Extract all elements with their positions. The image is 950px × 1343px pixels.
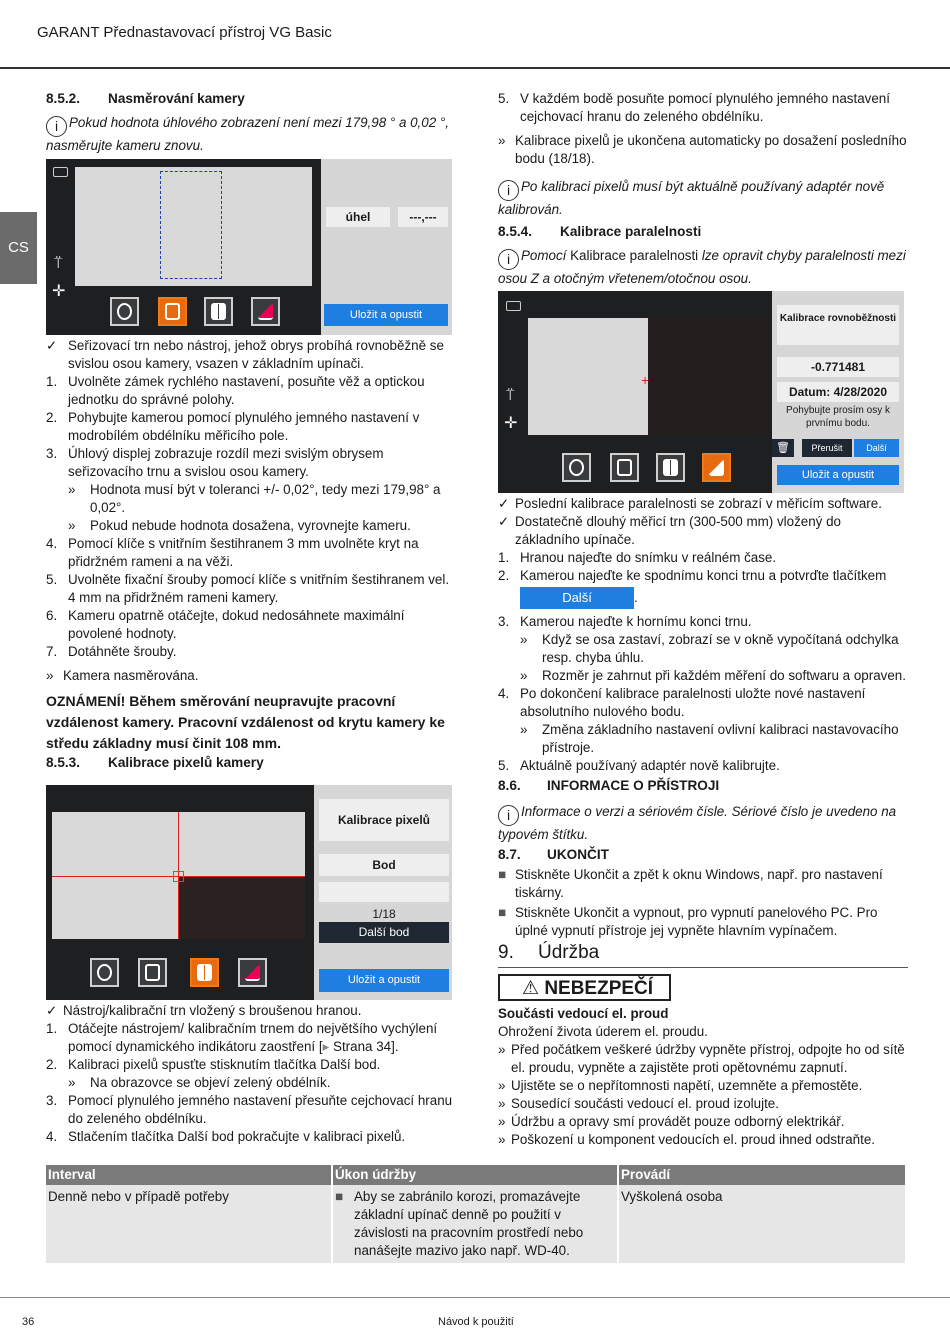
footer-rule (0, 1297, 950, 1298)
side-panel (321, 159, 452, 335)
header-title: GARANT Přednastavovací přístroj VG Basic (37, 24, 332, 41)
chart-icon[interactable] (251, 297, 280, 326)
camera-alignment-screen (46, 159, 452, 335)
step: 5. Uvolněte fixační šrouby pomocí klíče s vnitřním šestihranem vel. 4 mm na přidržném rameni kamery. (46, 572, 450, 605)
left-column-bottom (46, 1002, 456, 1146)
step: 3. Kamerou najeďte k hornímu konci trnu. (498, 614, 752, 629)
deviation-value: -0.771481 (777, 357, 899, 377)
section-8-7-heading: 8.7. UKONČIT (498, 847, 609, 862)
spindle-icon[interactable]: ⍡ (506, 387, 515, 403)
info-note: i Informace o verzi a sériovém čísle. Sériové číslo je uvedeno na typovém štítku. (498, 804, 897, 842)
grid-icon[interactable] (190, 958, 219, 987)
chart-icon[interactable] (702, 453, 731, 482)
point-label: Bod (319, 854, 449, 876)
stop-button[interactable]: Přerušit (802, 439, 852, 457)
check-icon: ✓ (46, 338, 58, 353)
check-item: ✓ Nástroj/kalibrační trn vložený s broušenou hranou. (46, 1003, 362, 1018)
section-9-heading: 9. Údržba (498, 944, 908, 968)
info-note: i Pokud hodnota úhlového zobrazení není mezi 179,98 ° a 0,02 °, nasměrujte kameru znovu. (46, 115, 449, 153)
camera-align-icon[interactable] (610, 453, 639, 482)
check-icon: ✓ (498, 514, 510, 529)
warning-icon: ⚠ (522, 978, 545, 999)
step: 1. Hranou najeďte do snímku v reálném čase. (498, 550, 777, 565)
live-image (75, 167, 312, 286)
result-item: » Kalibrace pixelů je ukončena automaticky po dosažení posledního bodu (18/18). (498, 133, 907, 166)
panel-title: Kalibrace pixelů (319, 799, 449, 841)
step: 4. Pomocí klíče s vnitřním šestihranem 3 mm uvolněte kryt na přidržném rameni a na věži. (46, 536, 419, 569)
danger-text: Ohrožení života úderem el. proudu. (498, 1024, 708, 1039)
camera-align-icon[interactable] (158, 297, 187, 326)
step: 5. Aktuálně používaný adaptér nově kalibrujte. (498, 758, 780, 773)
live-image (528, 318, 648, 435)
step: 4. Stlačením tlačítka Další bod pokračujte v kalibraci pixelů. (46, 1129, 406, 1144)
section-8-5-3-heading: 8.5.3. Kalibrace pixelů kamery (46, 755, 264, 770)
green-rectangle (173, 871, 184, 882)
crosshair-icon[interactable]: ✛ (52, 283, 66, 300)
list-item: ■ Stiskněte Ukončit a vypnout, pro vypnutí panelového PC. Pro úplné vypnutí přístroje jej vypněte hlavním vypínačem. (498, 905, 878, 938)
table-row: Denně nebo v případě potřeby ■ Aby se zabránilo korozi, promazávejte základní upínač denně po použití v závislosti na pracovním prostředí nebo nanášejte mazivo jako např. WD-40. Vyškolená osoba (46, 1185, 905, 1263)
angle-value: ---,--- (398, 207, 448, 227)
check-icon: ✓ (498, 496, 510, 511)
angle-label: úhel (326, 207, 390, 227)
hint-text: Pohybujte prosím osy k prvnímu bodu. (786, 405, 890, 429)
check-item: ✓ Dostatečně dlouhý měřicí trn (300-500 mm) vložený do základního upínače. (498, 514, 841, 547)
measuring-field-rectangle (160, 171, 222, 279)
step: 3. Pomocí plynulého jemného nastavení přesuňte cejchovací hranu do zeleného obdélníku. (46, 1093, 453, 1126)
list-item: » Před počátkem veškeré údržby vypněte přístroj, odpojte ho od sítě el. proudu, vypněte a zajistěte proti opětovnému zapnutí. (498, 1042, 905, 1075)
next-point-button[interactable]: Další bod (319, 922, 449, 943)
info-note: i Pomocí Kalibrace paralelnosti lze opravit chyby paralelnosti mezi osou Z a otočným vřetenem/otočnou osou. (498, 248, 906, 286)
spindle-icon[interactable]: ⍡ (54, 255, 63, 271)
result-item: » Na obrazovce se objeví zelený obdélník. (68, 1075, 331, 1090)
page-number: 36 (22, 1316, 35, 1328)
result-item: » Kamera nasměrována. (46, 668, 199, 683)
step: 1. Otáčejte nástrojem/ kalibračním trnem do největšího vychýlení pomocí dynamického indikátoru zaostření [▸ Strana 34]. (46, 1021, 438, 1054)
left-column (46, 90, 456, 155)
date-label: Datum: 4/28/2020 (777, 382, 899, 402)
danger-title: Součásti vedoucí el. proud (498, 1006, 669, 1021)
danger-box: ⚠ NEBEZPEČÍ (498, 974, 671, 1001)
list-item: » Údržbu a opravy smí provádět pouze odborný elektrikář. (498, 1114, 845, 1129)
crosshair-marker: + (641, 372, 650, 388)
save-and-exit-button[interactable]: Uložit a opustit (777, 465, 899, 485)
result-item: » Změna základního nastavení ovlivní kalibraci nastavovacího přístroje. (520, 722, 899, 755)
step: 4. Po dokončení kalibrace paralelnosti uložte nové nastavení absolutního nulového bodu. (498, 686, 866, 719)
notice: OZNÁMENÍ! Během směrování neupravujte pracovní vzdálenost kamery. Pracovní vzdálenost od krytu kamery ke středu základny musí činit 108 mm. (46, 693, 445, 751)
check-item: ✓ Seřizovací trn nebo nástroj, jehož obrys probíhá rovnoběžně se svislou osou kamery, vsazen v základním upínači. (46, 338, 444, 371)
grid-icon[interactable] (204, 297, 233, 326)
footer-doc-title: Návod k použití (438, 1316, 514, 1328)
list-item: » Ujistěte se o nepřítomnosti napětí, uzemněte a přemostěte. (498, 1078, 863, 1093)
step: 3. Úhlový displej zobrazuje rozdíl mezi svislým obrysem seřizovacího trnu a svislou osou kamery. (46, 446, 384, 479)
inline-button-row: Další . (498, 585, 908, 613)
save-and-exit-button[interactable]: Uložit a opustit (319, 969, 449, 992)
panel-title: Kalibrace rovnoběžnosti (777, 305, 899, 345)
table-header: Interval Úkon údržby Provádí (46, 1165, 905, 1185)
next-inline-button[interactable]: Další (520, 587, 634, 609)
check-item: ✓ Poslední kalibrace paralelnosti se zobrazí v měřicím software. (498, 496, 882, 511)
step: 7. Dotáhněte šrouby. (46, 644, 177, 659)
check-icon: ✓ (46, 1003, 58, 1018)
step: 6. Kameru opatrně otáčejte, dokud nedosáhnete maximální povolené hodnoty. (46, 608, 405, 641)
maintenance-table (46, 1165, 905, 1263)
section-8-6-heading: 8.6. INFORMACE O PŘÍSTROJI (498, 778, 720, 793)
camera-align-icon[interactable] (138, 958, 167, 987)
result-item: » Rozměr je zahrnut při každém měření do softwaru a opraven. (520, 668, 906, 683)
point-value (319, 882, 449, 902)
info-icon: i (498, 805, 519, 826)
light-icon[interactable] (90, 958, 119, 987)
list-item: » Poškození u komponent vedoucích el. proud ihned odstraňte. (498, 1132, 876, 1147)
list-item: ■ Stiskněte Ukončit a zpět k oknu Windows, např. pro nastavení tiskárny. (498, 867, 883, 900)
side-panel (772, 291, 904, 493)
page-reference-link[interactable]: Strana 34 (333, 1039, 392, 1054)
header-rule (0, 67, 950, 69)
info-icon: i (498, 180, 519, 201)
keyboard-icon[interactable] (506, 301, 521, 311)
grid-icon[interactable] (656, 453, 685, 482)
live-image (52, 812, 305, 939)
light-icon[interactable] (562, 453, 591, 482)
step: 1. Uvolněte zámek rychlého nastavení, posuňte věž a optickou jednotku do správné polohy. (46, 374, 425, 407)
language-tab: CS (0, 212, 37, 284)
right-column (498, 90, 908, 288)
step: 2. Kamerou najeďte ke spodnímu konci trnu a potvrďte tlačítkem (498, 568, 887, 583)
side-panel (314, 785, 452, 1000)
step: 2. Kalibraci pixelů spusťte stisknutím tlačítka Další bod. (46, 1057, 381, 1072)
right-column-body (498, 495, 908, 1149)
section-8-5-2-heading: 8.5.2. Nasměrování kamery (46, 91, 245, 106)
light-icon[interactable] (110, 297, 139, 326)
step: 2. Pohybujte kamerou pomocí plynulého jemného nastavení v modrobílém obdélníku měřicího pole. (46, 410, 420, 443)
result-item: » Pokud nebude hodnota dosažena, vyrovnejte kameru. (68, 518, 411, 533)
list-item: » Sousedící součásti vedoucí el. proud izolujte. (498, 1096, 779, 1111)
step: 5. V každém bodě posuňte pomocí plynulého jemného nastavení cejchovací hranu do zeleného obdélníku. (498, 91, 890, 124)
info-icon: i (46, 116, 67, 137)
pixel-calibration-screen (46, 785, 452, 1000)
save-and-exit-button[interactable]: Uložit a opustit (324, 304, 448, 326)
result-item: » Hodnota musí být v toleranci +/- 0,02°, tedy mezi 179,98° a 0,02°. (68, 482, 441, 515)
result-item: » Když se osa zastaví, zobrazí se v okně vypočítaná odchylka resp. chyba úhlu. (520, 632, 899, 665)
keyboard-icon[interactable] (53, 167, 68, 177)
progress-counter: 1/18 (372, 907, 396, 921)
next-button[interactable]: Další (854, 439, 899, 457)
info-icon: i (498, 249, 519, 270)
left-column-body (46, 337, 456, 774)
parallelism-calibration-screen (498, 291, 904, 493)
chart-icon[interactable] (238, 958, 267, 987)
info-note: i Po kalibraci pixelů musí být aktuálně používaný adaptér nově kalibrován. (498, 179, 885, 217)
trash-icon[interactable]: 🗑 (772, 439, 794, 457)
section-8-5-4-heading: 8.5.4. Kalibrace paralelnosti (498, 224, 702, 239)
crosshair-icon[interactable]: ✛ (504, 415, 518, 432)
